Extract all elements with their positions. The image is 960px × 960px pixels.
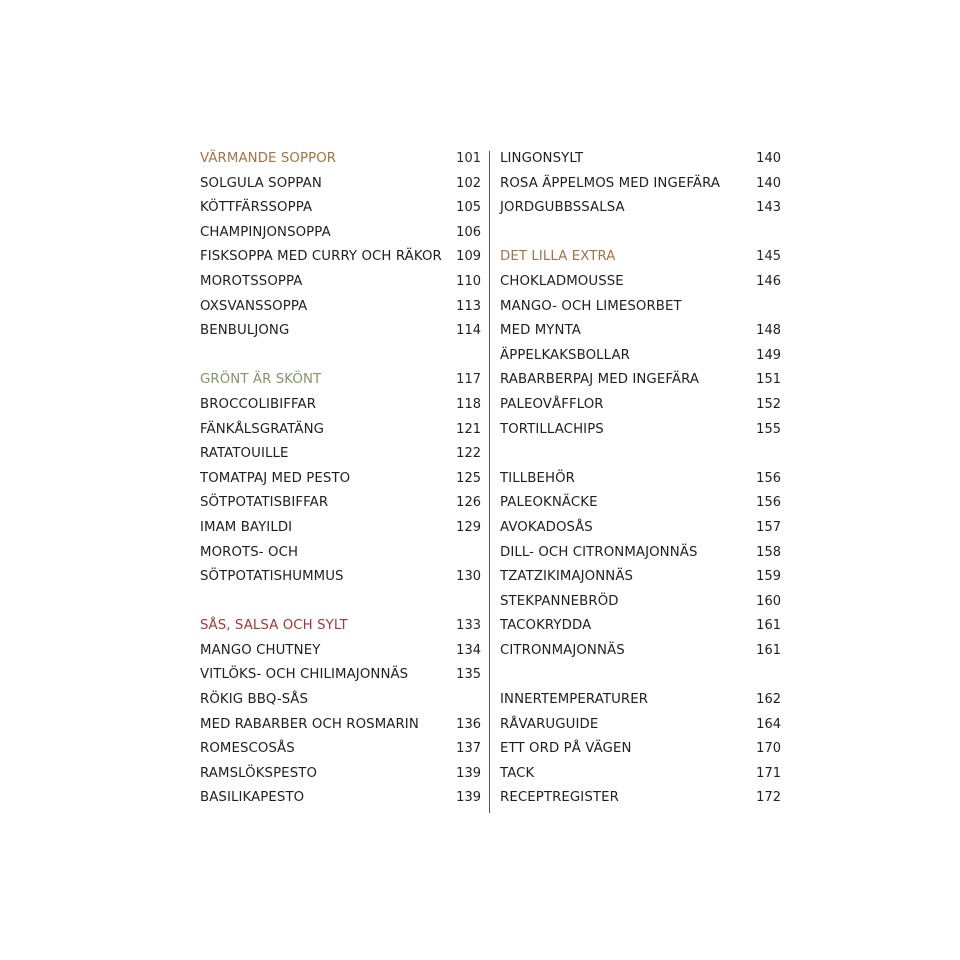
entry-title: RATATOUILLE bbox=[200, 446, 289, 462]
toc-entry bbox=[500, 418, 781, 443]
toc-spacer bbox=[500, 221, 781, 246]
entry-title: OXSVANSSOPPA bbox=[200, 298, 308, 314]
page-number: 134 bbox=[456, 642, 481, 658]
page-number: 158 bbox=[756, 544, 781, 560]
toc-spacer bbox=[200, 590, 481, 615]
section-title: DET LILLA EXTRA bbox=[500, 249, 616, 265]
page-number: 152 bbox=[756, 396, 781, 412]
toc-entry bbox=[500, 786, 781, 811]
toc-entry bbox=[200, 270, 481, 295]
entry-title: VITLÖKS- OCH CHILIMAJONNÄS bbox=[200, 667, 409, 683]
page-number: 146 bbox=[756, 273, 781, 289]
toc-entry bbox=[200, 393, 481, 418]
entry-title: RÖKIG BBQ-SÅS bbox=[200, 692, 309, 708]
page-number: 137 bbox=[456, 741, 481, 757]
toc-entry bbox=[200, 491, 481, 516]
page-number: 113 bbox=[456, 298, 481, 314]
entry-title: PALEOVÅFFLOR bbox=[500, 396, 604, 412]
toc-entry bbox=[500, 541, 781, 566]
entry-title: MANGO- OCH LIMESORBET bbox=[500, 298, 682, 314]
page-number: 148 bbox=[756, 323, 781, 339]
entry-title: RABARBERPAJ MED INGEFÄRA bbox=[500, 372, 700, 388]
toc-entry bbox=[200, 418, 481, 443]
entry-title: FÄNKÅLSGRATÄNG bbox=[200, 421, 325, 437]
entry-title: AVOKADOSÅS bbox=[500, 519, 593, 535]
page-number: 162 bbox=[756, 692, 781, 708]
toc-spacer bbox=[200, 344, 481, 369]
page-number: 160 bbox=[756, 593, 781, 609]
toc-entry bbox=[500, 368, 781, 393]
entry-title: MOROTS- OCH bbox=[200, 544, 299, 560]
toc-entry bbox=[500, 737, 781, 762]
toc-entry bbox=[200, 713, 481, 738]
entry-title: BASILIKAPESTO bbox=[200, 790, 305, 806]
entry-title: RÅVARUGUIDE bbox=[500, 716, 599, 732]
toc-entry bbox=[500, 713, 781, 738]
page-number: 143 bbox=[756, 200, 781, 216]
page-number: 109 bbox=[456, 249, 481, 265]
toc-entry bbox=[200, 541, 481, 566]
entry-title: TACOKRYDDA bbox=[500, 618, 592, 634]
page-number: 122 bbox=[456, 446, 481, 462]
toc-entry bbox=[200, 245, 481, 270]
toc-left-column bbox=[200, 147, 481, 811]
page-number: 156 bbox=[756, 495, 781, 511]
entry-title: CITRONMAJONNÄS bbox=[500, 642, 625, 658]
toc-entry bbox=[200, 737, 481, 762]
toc-entry bbox=[500, 516, 781, 541]
page-number: 164 bbox=[756, 716, 781, 732]
toc-entry bbox=[200, 442, 481, 467]
entry-title: TORTILLACHIPS bbox=[500, 421, 604, 437]
entry-title: ROMESCOSÅS bbox=[200, 741, 295, 757]
page-number: 129 bbox=[456, 519, 481, 535]
page-number: 161 bbox=[756, 642, 781, 658]
entry-title: MANGO CHUTNEY bbox=[200, 642, 321, 658]
toc-entry bbox=[200, 319, 481, 344]
entry-title: RAMSLÖKSPESTO bbox=[200, 765, 318, 781]
toc-entry bbox=[500, 319, 781, 344]
page-number: 149 bbox=[756, 347, 781, 363]
toc-entry bbox=[500, 762, 781, 787]
entry-title: TOMATPAJ MED PESTO bbox=[200, 470, 351, 486]
entry-title: ETT ORD PÅ VÄGEN bbox=[500, 741, 632, 757]
page-number: 105 bbox=[456, 200, 481, 216]
toc-entry bbox=[200, 688, 481, 713]
toc-entry bbox=[500, 590, 781, 615]
page-number: 155 bbox=[756, 421, 781, 437]
toc-entry bbox=[200, 467, 481, 492]
page-number: 145 bbox=[756, 249, 781, 265]
toc-spacer bbox=[500, 663, 781, 688]
section-title: GRÖNT ÄR SKÖNT bbox=[200, 372, 322, 388]
page-number: 140 bbox=[756, 175, 781, 191]
toc-entry bbox=[200, 172, 481, 197]
entry-title: MED MYNTA bbox=[500, 323, 581, 339]
section-title: SÅS, SALSA OCH SYLT bbox=[200, 618, 348, 634]
entry-title: STEKPANNEBRÖD bbox=[500, 593, 619, 609]
toc-entry bbox=[200, 639, 481, 664]
entry-title: ÄPPELKAKSBOLLAR bbox=[500, 347, 630, 363]
toc-section-heading bbox=[500, 245, 781, 270]
entry-title: DILL- OCH CITRONMAJONNÄS bbox=[500, 544, 698, 560]
toc-entry bbox=[500, 565, 781, 590]
page-number: 118 bbox=[456, 396, 481, 412]
toc-section-heading bbox=[200, 147, 481, 172]
toc-right-column bbox=[500, 147, 781, 811]
page-number: 171 bbox=[756, 765, 781, 781]
section-title: VÄRMANDE SOPPOR bbox=[200, 151, 337, 166]
toc-spacer bbox=[500, 442, 781, 467]
toc-entry bbox=[200, 221, 481, 246]
toc-entry bbox=[200, 196, 481, 221]
page-number: 140 bbox=[756, 151, 781, 166]
page-number: 172 bbox=[756, 790, 781, 806]
entry-title: BENBULJONG bbox=[200, 323, 290, 339]
toc-entry bbox=[500, 172, 781, 197]
page-number: 170 bbox=[756, 741, 781, 757]
page-number: 139 bbox=[456, 765, 481, 781]
toc-entry bbox=[200, 516, 481, 541]
page-number: 151 bbox=[756, 372, 781, 388]
page-number: 101 bbox=[456, 151, 481, 166]
toc-entry bbox=[500, 639, 781, 664]
page-number: 102 bbox=[456, 175, 481, 191]
toc-section-heading bbox=[200, 368, 481, 393]
toc-entry bbox=[500, 614, 781, 639]
page-number: 130 bbox=[456, 569, 481, 585]
page-number: 135 bbox=[456, 667, 481, 683]
entry-title: RECEPTREGISTER bbox=[500, 790, 619, 806]
entry-title: ROSA ÄPPELMOS MED INGEFÄRA bbox=[500, 175, 721, 191]
toc-entry bbox=[200, 663, 481, 688]
page-number: 159 bbox=[756, 569, 781, 585]
toc-entry bbox=[200, 786, 481, 811]
toc-section-heading bbox=[200, 614, 481, 639]
entry-title: SOLGULA SOPPAN bbox=[200, 175, 322, 191]
toc-entry bbox=[500, 270, 781, 295]
entry-title: PALEOKNÄCKE bbox=[500, 495, 598, 511]
toc-entry bbox=[500, 295, 781, 320]
page-number: 156 bbox=[756, 470, 781, 486]
entry-title: FISKSOPPA MED CURRY OCH RÄKOR bbox=[200, 249, 442, 265]
entry-title: CHAMPINJONSOPPA bbox=[200, 224, 331, 240]
entry-title: SÖTPOTATISHUMMUS bbox=[200, 569, 344, 585]
page-number: 114 bbox=[456, 323, 481, 339]
toc-entry bbox=[200, 295, 481, 320]
entry-title: MED RABARBER OCH ROSMARIN bbox=[200, 716, 419, 732]
page-number: 139 bbox=[456, 790, 481, 806]
entry-title: MOROTSSOPPA bbox=[200, 273, 303, 289]
toc-entry bbox=[200, 565, 481, 590]
entry-title: JORDGUBBSSALSA bbox=[500, 200, 625, 216]
page-number: 110 bbox=[456, 273, 481, 289]
entry-title: TILLBEHÖR bbox=[500, 470, 575, 486]
page-number: 133 bbox=[456, 618, 481, 634]
page-number: 157 bbox=[756, 519, 781, 535]
entry-title: TZATZIKIMAJONNÄS bbox=[500, 569, 634, 585]
entry-title: SÖTPOTATISBIFFAR bbox=[200, 495, 329, 511]
toc-entry bbox=[500, 147, 781, 172]
page-number: 136 bbox=[456, 716, 481, 732]
column-divider bbox=[489, 151, 490, 813]
page-number: 126 bbox=[456, 495, 481, 511]
toc-entry bbox=[500, 393, 781, 418]
entry-title: TACK bbox=[500, 765, 535, 781]
toc-entry bbox=[500, 344, 781, 369]
toc-entry bbox=[500, 467, 781, 492]
entry-title: INNERTEMPERATURER bbox=[500, 692, 649, 708]
entry-title: BROCCOLIBIFFAR bbox=[200, 396, 317, 412]
toc-entry bbox=[500, 196, 781, 221]
page-number: 106 bbox=[456, 224, 481, 240]
page-number: 121 bbox=[456, 421, 481, 437]
page-number: 117 bbox=[456, 372, 481, 388]
entry-title: LINGONSYLT bbox=[500, 151, 584, 166]
entry-title: CHOKLADMOUSSE bbox=[500, 273, 624, 289]
entry-title: KÖTTFÄRSSOPPA bbox=[200, 200, 313, 216]
entry-title: IMAM BAYILDI bbox=[200, 519, 293, 535]
page-number: 161 bbox=[756, 618, 781, 634]
toc-entry bbox=[500, 491, 781, 516]
toc-entry bbox=[200, 762, 481, 787]
table-of-contents bbox=[0, 147, 960, 819]
toc-entry bbox=[500, 688, 781, 713]
page-number: 125 bbox=[456, 470, 481, 486]
